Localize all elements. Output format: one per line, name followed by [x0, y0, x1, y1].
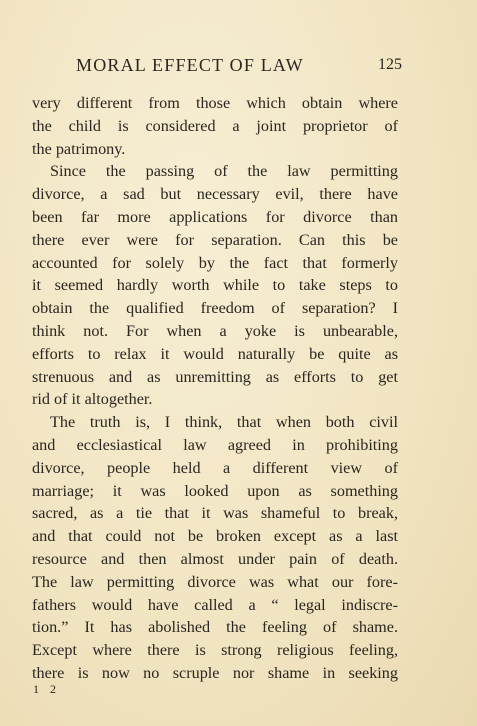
text-line: the patrimony.: [32, 139, 126, 158]
text-line: The truth is, I think, that when both civil: [50, 413, 398, 432]
text-line: Since the passing of the law permitting: [50, 162, 398, 181]
signature-mark: 1 2: [33, 682, 60, 696]
page-number: 125: [378, 56, 402, 73]
text-line: strenuous and as unremitting as efforts to get: [32, 367, 398, 386]
text-line: divorce, a sad but necessary evil, there have: [32, 185, 398, 204]
text-line: divorce, people held a different view of: [32, 458, 398, 477]
text-line: and that could not be broken except as a last: [32, 527, 398, 546]
text-line: fathers would have called a “ legal indiscre-: [32, 595, 398, 614]
text-line: and ecclesiastical law agreed in prohibiting: [32, 435, 398, 454]
text-line: The law permitting divorce was what our fore-: [32, 572, 398, 591]
text-line: resource and then almost under pain of death.: [32, 549, 398, 568]
running-title: MORAL EFFECT OF LAW: [76, 55, 304, 75]
text-line: efforts to relax it would naturally be quite as: [32, 344, 398, 363]
text-line: the child is considered a joint proprietor of: [32, 116, 398, 135]
text-line: been far more applications for divorce than: [32, 207, 398, 226]
text-line: sacred, as a tie that it was shameful to break,: [32, 504, 398, 523]
text-line: it seemed hardly worth while to take steps to: [32, 276, 398, 295]
text-line: obtain the qualified freedom of separation? I: [32, 299, 398, 318]
text-line: think not. For when a yoke is unbearable,: [32, 321, 398, 340]
text-line: there ever were for separation. Can this be: [32, 230, 398, 249]
text-line: accounted for solely by the fact that formerly: [32, 253, 398, 272]
text-line: rid of it altogether.: [32, 390, 153, 409]
text-line: there is now no scruple nor shame in seeking: [32, 663, 398, 682]
body-text: [32, 92, 398, 685]
text-line: very different from those which obtain where: [32, 94, 398, 112]
text-line: Except where there is strong religious feeling,: [32, 641, 398, 660]
running-head: [32, 55, 402, 79]
text-line: marriage; it was looked upon as something: [32, 481, 398, 500]
text-line: tion.” It has abolished the feeling of shame.: [32, 618, 398, 637]
